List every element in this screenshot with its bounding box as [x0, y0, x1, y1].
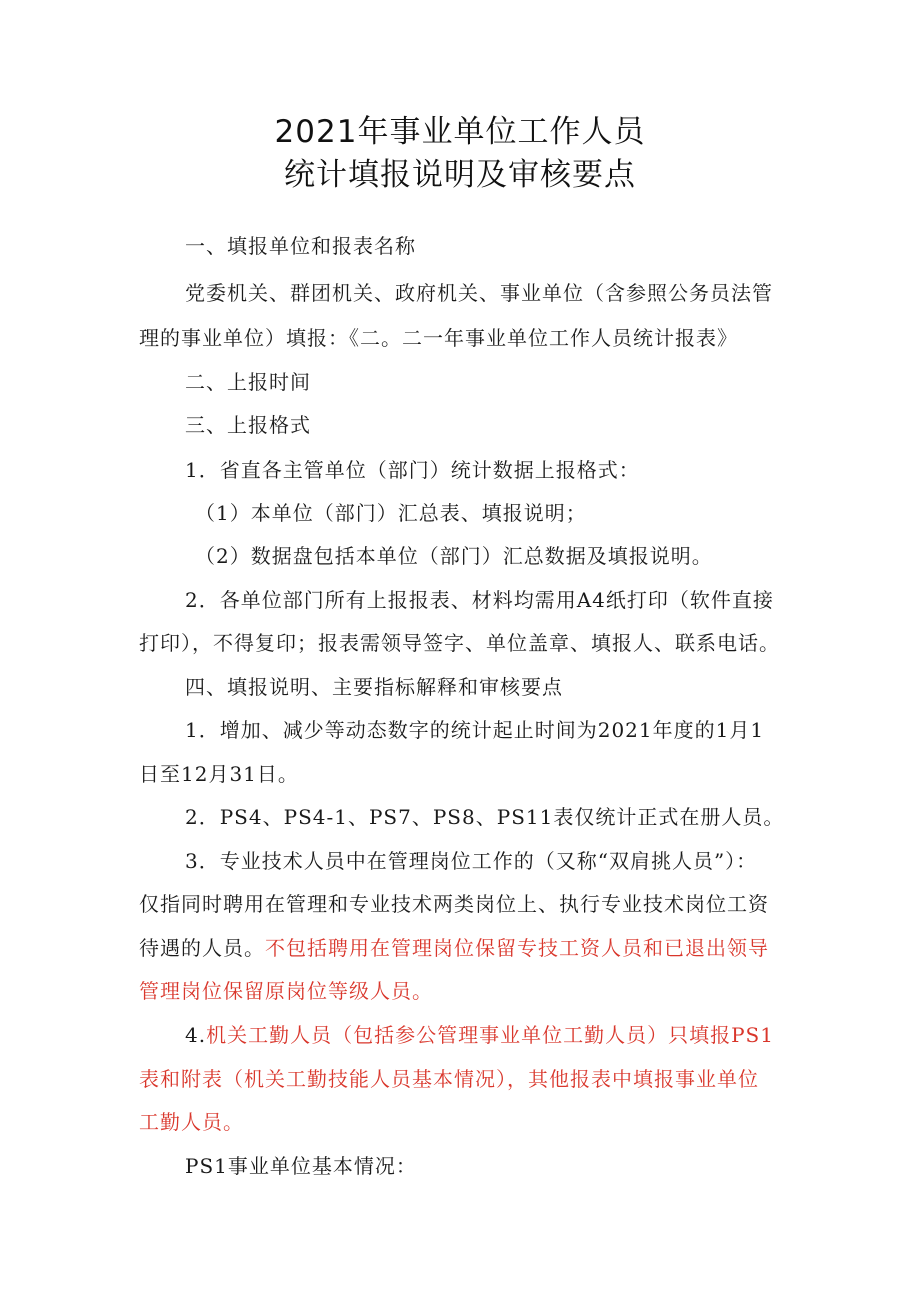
section-3-heading: 三、上报格式 [185, 413, 311, 437]
section-1-text-line-1: 党委机关、群团机关、政府机关、事业单位（含参照公务员法管 [185, 281, 773, 305]
section-4-item-4-line-1 [185, 1021, 774, 1049]
document-title-line-2: 统计填报说明及审核要点 [284, 157, 636, 193]
document-title-line-1: 2021年事业单位工作人员 [274, 114, 646, 150]
section-3-item-1-sub-2: （2）数据盘包括本单位（部门）汇总数据及填报说明。 [195, 544, 713, 568]
ps1-heading: PS1事业单位基本情况： [185, 1154, 417, 1178]
section-4-heading: 四、填报说明、主要指标解释和审核要点 [185, 675, 563, 699]
section-4-item-1-line-1: 1．增加、减少等动态数字的统计起止时间为2021年度的1月1 [185, 718, 765, 742]
section-4-item-4-line-3: 工勤人员。 [139, 1110, 244, 1134]
section-4-item-4-line-2: 表和附表（机关工勤技能人员基本情况），其他报表中填报事业单位 [139, 1067, 759, 1091]
section-3-item-2-line-2: 打印），不得复印；报表需领导签字、单位盖章、填报人、联系电话。 [139, 631, 780, 655]
section-3-item-1-sub-1: （1）本单位（部门）汇总表、填报说明； [195, 501, 587, 525]
section-1-heading: 一、填报单位和报表名称 [185, 234, 416, 258]
section-4-item-4-line-1-red: 机关工勤人员（包括参公管理事业单位工勤人员）只填报PS1 [206, 1023, 774, 1047]
section-4-item-3-line-1: 3．专业技术人员中在管理岗位工作的（又称“双肩挑人员”）： [185, 849, 758, 873]
section-4-item-3-line-2: 仅指同时聘用在管理和专业技术两类岗位上、执行专业技术岗位工资 [139, 892, 769, 916]
section-3-item-2-line-1: 2．各单位部门所有上报报表、材料均需用A4纸打印（软件直接 [185, 588, 774, 612]
section-4-item-1-line-2: 日至12月31日。 [139, 762, 299, 786]
section-4-item-3-line-3-red: 不包括聘用在管理岗位保留专技工资人员和已退出领导 [265, 936, 769, 960]
section-2-heading: 二、上报时间 [185, 370, 311, 394]
section-4-item-3-line-3-plain: 待遇的人员。 [139, 936, 265, 960]
section-4-item-4-number: 4. [185, 1023, 207, 1047]
section-1-text-line-2: 理的事业单位）填报：《二。二一年事业单位工作人员统计报表》 [139, 326, 738, 350]
section-4-item-3-line-4: 管理岗位保留原岗位等级人员。 [139, 979, 433, 1003]
section-4-item-3-line-3 [139, 934, 769, 962]
section-3-item-1: 1．省直各主管单位（部门）统计数据上报格式： [185, 458, 640, 482]
section-4-item-2: 2．PS4、PS4-1、PS7、PS8、PS11表仅统计正式在册人员。 [185, 805, 785, 829]
